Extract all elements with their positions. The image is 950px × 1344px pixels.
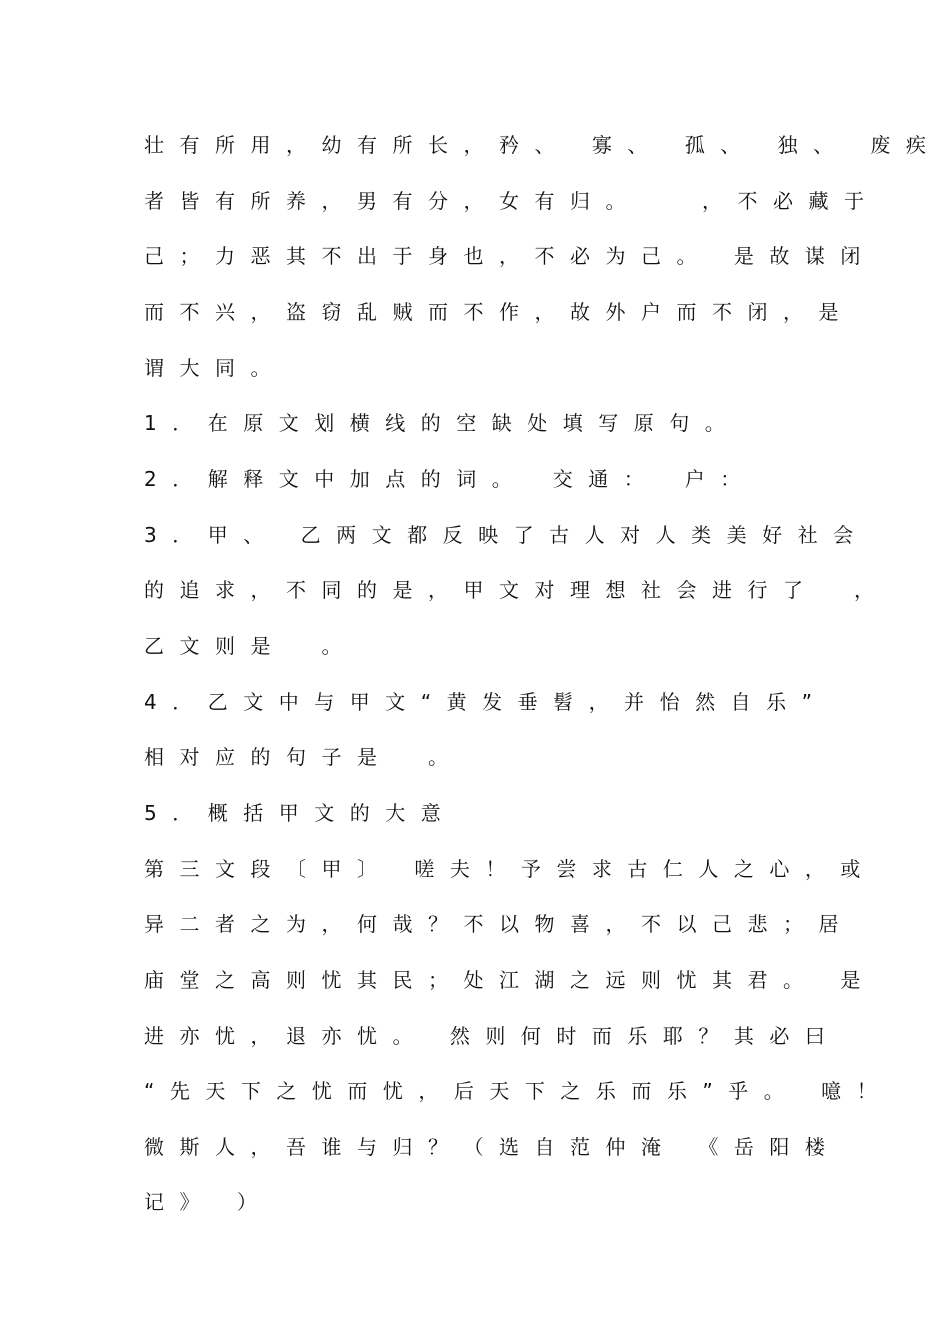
text-line: “先天下之忧而忧，后天下之乐而乐”乎。 噫！ <box>144 1079 893 1103</box>
text-line: 谓大同。 <box>144 356 286 380</box>
question-4: 4．乙文中与甲文“黄发垂髫，并怡然自乐” <box>144 690 828 714</box>
question-3: 3．甲、 乙两文都反映了古人对人类美好社会 <box>144 523 869 547</box>
question-3-cont: 乙文则是 。 <box>144 634 357 658</box>
question-2: 2．解释文中加点的词。 交通： 户： <box>144 467 756 491</box>
text-line: 庙堂之高则忧其民；处江湖之远则忧其君。 是 <box>144 968 876 992</box>
text-line: 壮有所用，幼有所长，矜、 寡、 孤、 独、 废疾 <box>144 133 942 157</box>
text-line: 者皆有所养，男有分，女有归。 ，不必藏于 <box>144 189 880 213</box>
text-line: 进亦忧，退亦忧。 然则何时而乐耶？其必曰 <box>144 1024 841 1048</box>
text-line: 微斯人，吾谁与归？（选自范仲淹 《岳阳楼 <box>144 1135 841 1159</box>
passage-heading: 第三文段〔甲〕 嗟夫！予尝求古仁人之心，或 <box>144 857 876 881</box>
question-3-cont: 的追求，不同的是，甲文对理想社会进行了 ， <box>144 578 890 602</box>
question-5: 5．概括甲文的大意 <box>144 801 457 825</box>
question-1: 1．在原文划横线的空缺处填写原句。 <box>144 411 741 435</box>
text-line: 己；力恶其不出于身也，不必为己。 是故谋闭 <box>144 244 876 268</box>
source-citation: 记》 ） <box>144 1190 273 1214</box>
text-line: 异二者之为，何哉？不以物喜，不以己悲；居 <box>144 912 854 936</box>
text-line: 而不兴，盗窃乱贼而不作，故外户而不闭，是 <box>144 300 854 324</box>
question-4-cont: 相对应的句子是 。 <box>144 745 464 769</box>
